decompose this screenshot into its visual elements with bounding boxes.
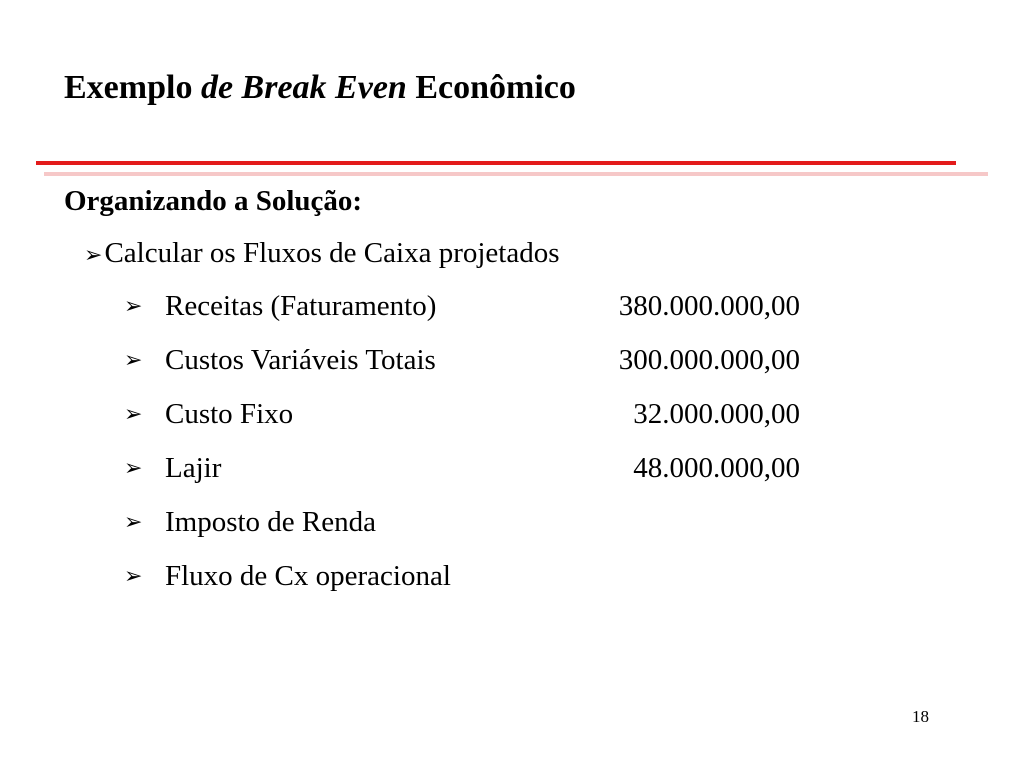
list-item-operating-cash-flow <box>124 554 824 608</box>
title-text-part1: Exemplo <box>64 69 201 106</box>
list-item-variable-costs <box>124 338 824 392</box>
list-item-income-tax <box>124 500 824 554</box>
list-item-fixed-cost <box>124 392 824 446</box>
item-value: 32.000.000,00 <box>633 398 800 430</box>
arrow-bullet-icon: ➢ <box>124 509 143 534</box>
item-label: Lajir <box>165 452 222 484</box>
item-label: Receitas (Faturamento) <box>165 290 437 322</box>
item-label: Custo Fixo <box>165 398 294 430</box>
title-divider-shadow <box>44 172 988 176</box>
list-item-revenue <box>124 284 824 338</box>
item-label: Custos Variáveis Totais <box>165 344 436 376</box>
arrow-bullet-icon: ➢ <box>124 293 143 318</box>
item-value: 48.000.000,00 <box>633 452 800 484</box>
section-heading: Organizando a Solução: <box>64 185 363 217</box>
item-value: 300.000.000,00 <box>618 344 800 376</box>
page-number: 18 <box>912 707 929 726</box>
arrow-bullet-icon: ➢ <box>84 242 103 267</box>
cash-flow-list <box>124 284 824 608</box>
arrow-bullet-icon: ➢ <box>124 347 143 372</box>
item-value: 380.000.000,00 <box>618 290 800 322</box>
arrow-bullet-icon: ➢ <box>124 563 143 588</box>
arrow-bullet-icon: ➢ <box>124 455 143 480</box>
list-item-lajir <box>124 446 824 500</box>
title-text-italic: de Break Even <box>200 69 407 106</box>
main-bullet-text: Calcular os Fluxos de Caixa projetados <box>104 237 560 269</box>
item-label: Imposto de Renda <box>165 506 377 538</box>
title-divider <box>36 161 956 165</box>
title-text-part3: Econômico <box>406 69 576 106</box>
slide-title <box>64 66 576 110</box>
arrow-bullet-icon: ➢ <box>124 401 143 426</box>
item-label: Fluxo de Cx operacional <box>165 560 451 592</box>
main-bullet <box>84 233 560 275</box>
